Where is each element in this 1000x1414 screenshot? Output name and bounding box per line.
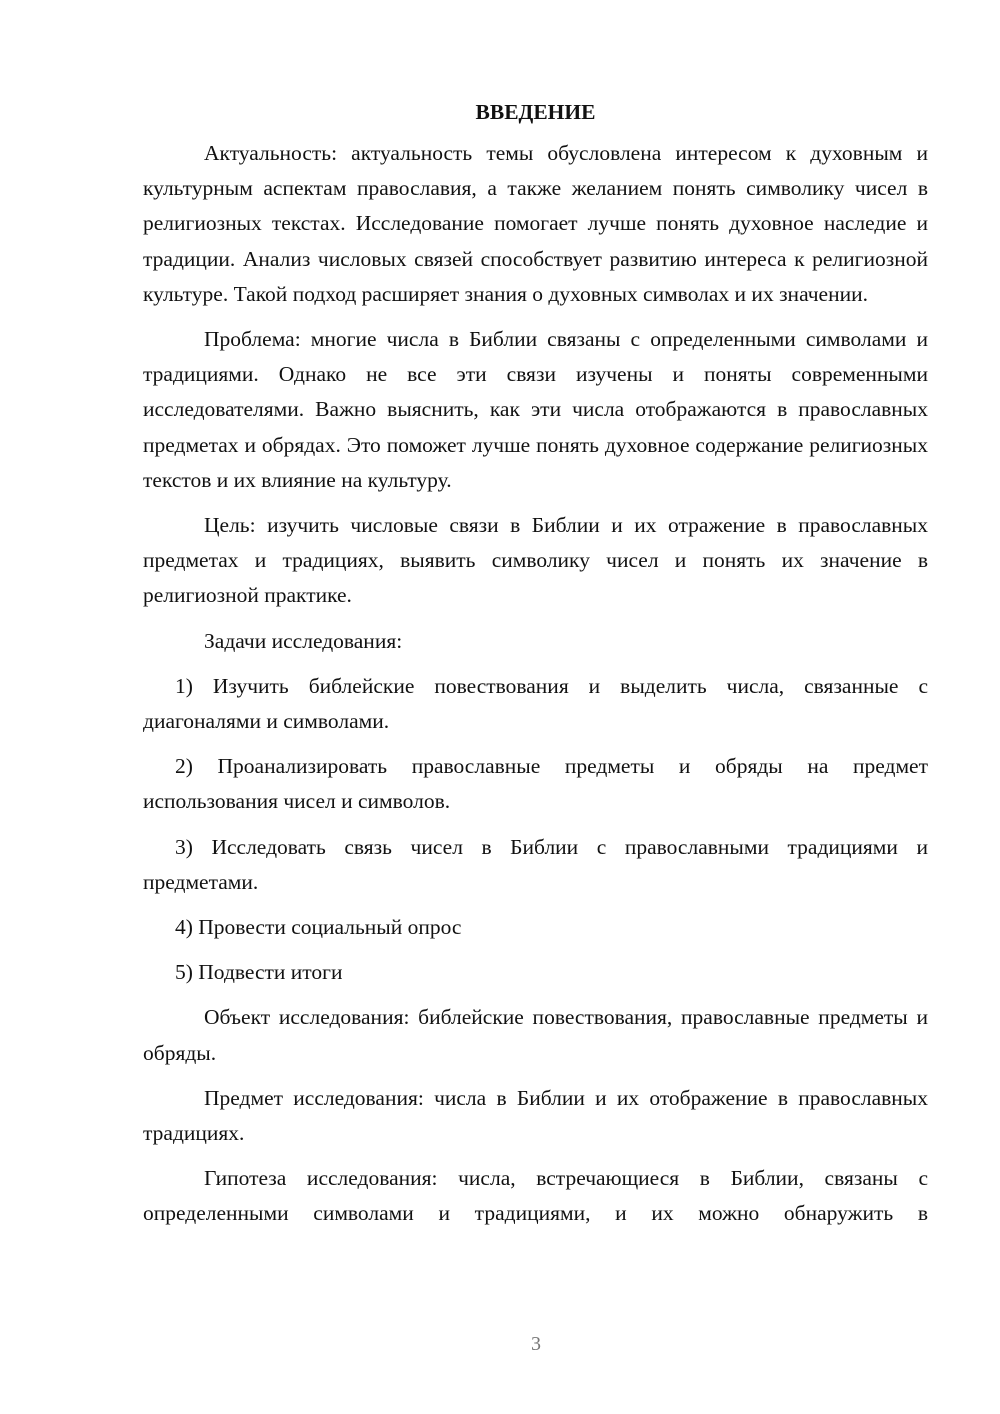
page-content	[143, 96, 928, 1242]
paragraph-relevance: Актуальность: актуальность темы обусловлена интересом к духовным и культурным аспектам православия, а также желанием понять символику чисел в религиозных текстах. Исследование помогает лучше понять духовное наследие и традиции. Анализ числовых связей способствует развитию интереса к религиозной культуре. Такой подход расширяет знания о духовных символах и их значении.	[143, 141, 928, 306]
task-item: 5) Подвести итоги	[175, 960, 343, 985]
section-heading: ВВЕДЕНИЕ	[475, 100, 596, 124]
paragraph-problem: Проблема: многие числа в Библии связаны с определенными символами и традициями. Однако не все эти связи изучены и поняты современными исследователями. Важно выяснить, как эти числа отображаются в православных предметах и обрядах. Это поможет лучше понять духовное содержание религиозных текстов и их влияние на культуру.	[143, 327, 928, 492]
task-item: 1) Изучить библейские повествования и выделить числа, связанные с диагоналями и символами.	[143, 673, 928, 734]
paragraph-tasks-heading: Задачи исследования:	[204, 628, 403, 653]
task-item: 3) Исследовать связь чисел в Библии с православными традициями и предметами.	[143, 834, 928, 894]
paragraph-hypothesis: Гипотеза исследования: числа, встречающиеся в Библии, связаны с определенными символами и традициями, и их можно обнаружить в	[143, 1166, 928, 1226]
paragraph-object: Объект исследования: библейские повествования, православные предметы и обряды.	[143, 1005, 928, 1065]
paragraph-goal: Цель: изучить числовые связи в Библии и их отражение в православных предметах и традициях, выявить символику чисел и понять их значение в религиозной практике.	[143, 513, 928, 608]
page-number: 3	[531, 1333, 541, 1355]
task-item: 2) Проанализировать православные предметы и обряды на предмет использования чисел и символов.	[143, 754, 928, 814]
paragraph-subject: Предмет исследования: числа в Библии и их отображение в православных традициях.	[143, 1085, 928, 1146]
task-item: 4) Провести социальный опрос	[175, 915, 462, 940]
